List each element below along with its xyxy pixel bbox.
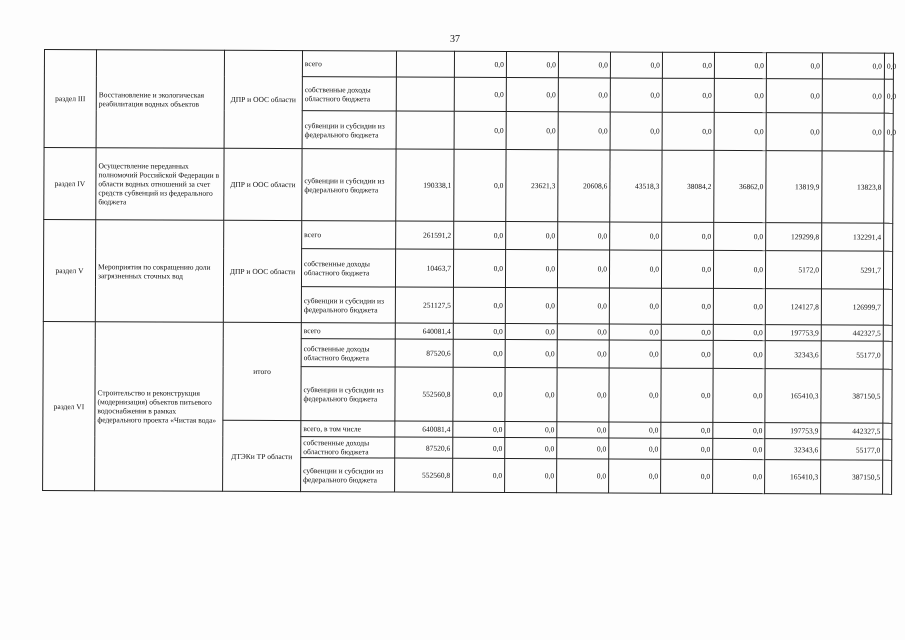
amount-cell: 0,0	[661, 340, 713, 368]
amount-cell: 87520,6	[395, 437, 453, 458]
amount-cell: 23621,3	[506, 150, 558, 222]
amount-cell: 0,0	[506, 78, 558, 112]
funding-source-cell: собственные доходы областного бюджета	[301, 249, 395, 287]
amount-cell	[883, 423, 892, 439]
amount-cell: 0,0	[766, 53, 822, 79]
amount-cell: 0,0	[713, 324, 765, 340]
amount-cell	[883, 439, 892, 460]
amount-cell: 0,0	[610, 52, 662, 78]
amount-cell: 0,0	[454, 111, 506, 149]
amount-cell: 0,0	[822, 113, 884, 151]
amount-cell	[883, 251, 892, 289]
amount-cell: 20608,6	[558, 150, 610, 222]
amount-cell: 0,0	[609, 324, 661, 340]
responsible-executor-cell: ДПР и ООС области	[224, 148, 302, 220]
amount-cell	[883, 289, 892, 325]
amount-cell: 0,0	[766, 79, 822, 113]
amount-cell: 0,0	[557, 288, 609, 324]
amount-cell: 55177,0	[821, 341, 883, 369]
amount-cell: 0,0	[661, 459, 713, 493]
funding-source-cell: всего, в том числе	[301, 421, 395, 437]
funding-source-cell: субвенции и субсидии из федерального бюджета	[301, 367, 395, 421]
amount-cell: 0,0	[558, 78, 610, 112]
amount-cell: 129299,8	[766, 223, 822, 251]
amount-cell: 197753,9	[765, 325, 821, 341]
amount-cell: 0,0	[557, 324, 609, 340]
amount-cell: 5172,0	[765, 251, 821, 289]
amount-cell: 0,0	[557, 459, 609, 493]
amount-cell: 0,0	[557, 438, 609, 459]
amount-cell: 43518,3	[610, 150, 662, 222]
amount-cell: 190338,1	[396, 149, 454, 221]
section-number-cell: раздел IV	[44, 148, 96, 220]
amount-cell: 10463,7	[395, 249, 453, 287]
amount-cell	[883, 325, 892, 341]
amount-cell: 0,0	[453, 437, 505, 458]
amount-cell: 0,0	[661, 324, 713, 340]
amount-cell: 0,0	[557, 340, 609, 368]
amount-cell: 0,0	[714, 112, 766, 150]
amount-cell	[883, 369, 892, 423]
funding-source-cell: собственные доходы областного бюджета	[301, 437, 395, 458]
amount-cell: 13819,9	[766, 151, 822, 223]
amount-cell: 0,0	[558, 52, 610, 78]
amount-cell: 0,0	[609, 288, 661, 324]
amount-cell: 0,0	[609, 340, 661, 368]
amount-cell: 0,0	[453, 458, 505, 492]
amount-cell: 0,0	[505, 422, 557, 438]
amount-cell: 0,0	[766, 113, 822, 151]
amount-cell: 0,0	[662, 78, 714, 112]
funding-source-cell: собственные доходы областного бюджета	[302, 77, 396, 111]
amount-cell: 0,0	[505, 438, 557, 459]
funding-source-cell: всего	[302, 221, 396, 249]
amount-cell: 0,0	[610, 112, 662, 150]
amount-cell: 0,0	[609, 250, 661, 288]
amount-cell: 0,0	[713, 250, 765, 288]
amount-cell: 0,0	[557, 368, 609, 422]
funding-source-cell: субвенции и субсидии из федерального бюджета	[302, 149, 396, 221]
amount-cell: 87520,6	[395, 339, 453, 367]
amount-cell: 126999,7	[821, 289, 883, 325]
amount-cell: 32343,6	[765, 341, 821, 369]
amount-cell: 165410,3	[765, 460, 821, 494]
funding-source-cell: всего	[302, 51, 396, 77]
amount-cell: 0,0	[505, 459, 557, 493]
amount-cell: 0,0	[609, 368, 661, 422]
amount-cell: 0,0	[713, 340, 765, 368]
amount-cell: 0,0	[661, 438, 713, 459]
amount-cell: 0,0	[714, 78, 766, 112]
section-name-cell: Осуществление переданных полномочий Российской Федерации в области водных отношений за счет средств субвенций из федерального бюджета	[96, 148, 224, 221]
responsible-executor-cell: ДПР и ООС области	[224, 50, 302, 148]
amount-cell: 0,0	[609, 438, 661, 459]
amount-cell: 0,0	[454, 77, 506, 111]
amount-cell: 0,0	[505, 368, 557, 422]
amount-cell: 0,0	[609, 459, 661, 493]
amount-cell: 0,0	[713, 422, 765, 438]
amount-cell: 0,0	[661, 422, 713, 438]
amount-cell: 0,0	[558, 112, 610, 150]
amount-cell: 0,0	[454, 221, 506, 249]
amount-cell: 0,0	[557, 422, 609, 438]
budget-table	[42, 49, 897, 495]
amount-cell	[883, 341, 892, 369]
amount-cell: 0,0	[505, 288, 557, 324]
table-row	[43, 321, 892, 341]
amount-cell: 38084,2	[662, 150, 714, 222]
amount-cell: 0,0	[822, 53, 884, 79]
amount-cell: 197753,9	[765, 423, 821, 439]
responsible-executor-cell: ДТЭКи ТР области	[223, 420, 301, 491]
amount-cell	[396, 111, 454, 149]
amount-cell: 132291,4	[822, 223, 884, 251]
table-row	[44, 50, 893, 80]
amount-cell: 5291,7	[821, 251, 883, 289]
amount-cell: 0,0	[453, 323, 505, 339]
amount-cell: 55177,0	[821, 439, 883, 460]
funding-source-cell: всего	[301, 323, 395, 339]
amount-cell: 0,0	[661, 250, 713, 288]
amount-cell: 0,0	[610, 222, 662, 250]
table-row	[44, 148, 893, 224]
amount-cell	[396, 51, 454, 77]
amount-cell: 0,0	[505, 340, 557, 368]
responsible-executor-cell: итого	[223, 322, 301, 420]
page-number: 37	[450, 34, 460, 45]
section-number-cell: раздел VI	[43, 321, 96, 490]
amount-cell: 261591,2	[396, 221, 454, 249]
amount-cell: 0,0	[506, 112, 558, 150]
amount-cell: 13823,8	[822, 151, 884, 223]
amount-cell	[884, 223, 893, 251]
funding-source-cell: собственные доходы областного бюджета	[301, 339, 395, 367]
amount-cell: 0,0	[558, 222, 610, 250]
table-row	[44, 220, 893, 252]
amount-cell: 0,0	[884, 53, 893, 79]
amount-cell	[884, 151, 893, 223]
responsible-executor-cell: ДПР и ООС области	[223, 220, 301, 322]
amount-cell: 0,0	[662, 52, 714, 78]
amount-cell: 165410,3	[765, 369, 821, 423]
amount-cell: 0,0	[453, 367, 505, 421]
amount-cell: 640081,4	[395, 323, 453, 339]
amount-cell: 552560,8	[395, 367, 453, 421]
amount-cell: 0,0	[713, 459, 765, 493]
amount-cell: 0,0	[713, 438, 765, 459]
amount-cell: 0,0	[610, 78, 662, 112]
amount-cell: 0,0	[662, 112, 714, 150]
amount-cell: 552560,8	[395, 458, 453, 492]
amount-cell: 0,0	[714, 52, 766, 78]
amount-cell: 0,0	[662, 222, 714, 250]
amount-cell: 0,0	[454, 149, 506, 221]
funding-source-cell: субвенции и субсидии из федерального бюджета	[301, 458, 395, 492]
amount-cell: 387150,5	[821, 460, 883, 494]
amount-cell: 0,0	[713, 288, 765, 324]
amount-cell	[883, 460, 892, 494]
amount-cell: 0,0	[661, 368, 713, 422]
amount-cell: 0,0	[506, 52, 558, 78]
amount-cell: 442327,5	[821, 325, 883, 341]
section-name-cell: Строительство и реконструкция (модернизация) объектов питьевого водоснабжения в рамках федерального проекта «Чистая вода»	[95, 322, 224, 492]
amount-cell: 124127,8	[765, 289, 821, 325]
funding-source-cell: субвенции и субсидии из федерального бюджета	[302, 111, 396, 149]
amount-cell: 0,0	[454, 51, 506, 77]
amount-cell: 640081,4	[395, 421, 453, 437]
section-number-cell: раздел III	[44, 50, 96, 148]
amount-cell: 32343,6	[765, 439, 821, 460]
amount-cell: 387150,5	[821, 369, 883, 423]
funding-source-cell: субвенции и субсидии из федерального бюджета	[301, 287, 395, 323]
amount-cell: 0,0	[661, 288, 713, 324]
amount-cell: 0,0	[884, 113, 893, 151]
amount-cell: 0,0	[884, 79, 893, 113]
amount-cell: 0,0	[453, 287, 505, 323]
amount-cell	[396, 77, 454, 111]
amount-cell: 36862,0	[714, 150, 766, 222]
amount-cell: 0,0	[714, 222, 766, 250]
amount-cell: 442327,5	[821, 423, 883, 439]
amount-cell: 0,0	[453, 421, 505, 437]
amount-cell: 0,0	[505, 324, 557, 340]
amount-cell: 251127,5	[395, 287, 453, 323]
amount-cell: 0,0	[713, 368, 765, 422]
amount-cell: 0,0	[453, 249, 505, 287]
section-name-cell: Восстановление и экологическая реабилитация водных объектов	[96, 50, 224, 149]
amount-cell: 0,0	[609, 422, 661, 438]
amount-cell: 0,0	[506, 222, 558, 250]
section-number-cell: раздел V	[43, 220, 95, 322]
amount-cell: 0,0	[453, 339, 505, 367]
amount-cell: 0,0	[557, 250, 609, 288]
section-name-cell: Мероприятия по сокращению доли загрязненных сточных вод	[95, 220, 223, 323]
amount-cell: 0,0	[505, 250, 557, 288]
amount-cell: 0,0	[822, 79, 884, 113]
